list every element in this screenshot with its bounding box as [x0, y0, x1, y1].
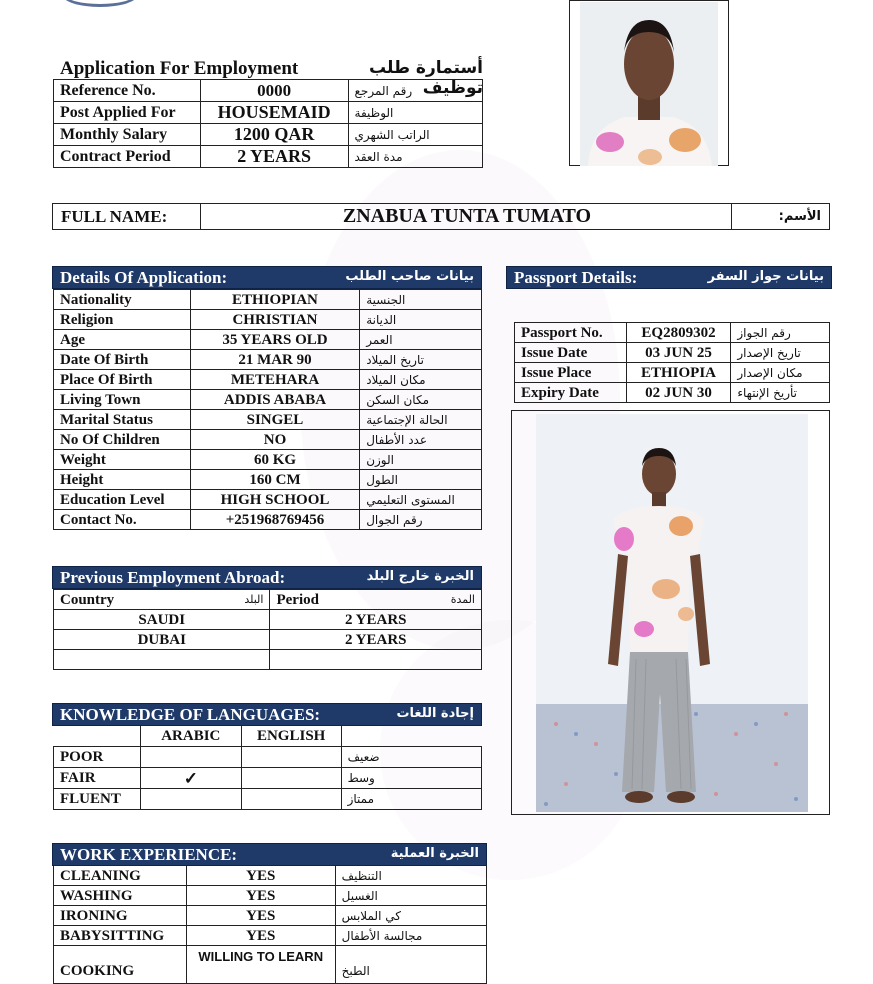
full-name-label-ar: الأسم: [731, 204, 829, 229]
row-label-ar: رقم الجوال [360, 510, 482, 530]
row-label-ar: تأريخ الإنتهاء [731, 383, 830, 403]
row-label-ar: مجالسة الأطفال [335, 926, 486, 946]
row-label-ar: رقم الجواز [731, 323, 830, 343]
row-label-ar: الوزن [360, 450, 482, 470]
row-label-ar: الطبخ [335, 946, 486, 984]
period-cell: 2 YEARS [270, 610, 482, 630]
row-value: 1200 QAR [200, 124, 348, 146]
row-value: 60 KG [190, 450, 359, 470]
row-label-ar: مكان السكن [360, 390, 482, 410]
row-label: Issue Date [515, 343, 627, 363]
row-label: Height [54, 470, 191, 490]
row-label-ar: الديانة [360, 310, 482, 330]
period-cell: 2 YEARS [270, 630, 482, 650]
row-label-ar: عدد الأطفال [360, 430, 482, 450]
table-row [54, 124, 483, 146]
previous-title-en: Previous Employment Abroad: [60, 568, 286, 587]
country-cell: DUBAI [54, 630, 270, 650]
work-table [53, 865, 487, 984]
row-value: 160 CM [190, 470, 359, 490]
table-row [515, 363, 830, 383]
full-name-label: FULL NAME: [53, 204, 201, 229]
passport-title-ar: بيانات جواز السفر [707, 269, 824, 284]
row-value: EQ2809302 [626, 323, 731, 343]
table-row [54, 886, 487, 906]
empty-cell [54, 726, 141, 747]
empty-cell [54, 650, 270, 670]
details-table [53, 289, 482, 530]
row-value: ETHIOPIA [626, 363, 731, 383]
application-table [53, 79, 483, 168]
row-label: Religion [54, 310, 191, 330]
row-label-ar: الراتب الشهري [348, 124, 482, 146]
row-label: Nationality [54, 290, 191, 310]
row-label-ar: مدة العقد [348, 146, 482, 168]
row-label: Weight [54, 450, 191, 470]
table-row [54, 768, 482, 789]
row-label-ar: كي الملابس [335, 906, 486, 926]
languages-title-ar: إجادة اللغات [396, 706, 474, 721]
table-row [54, 80, 483, 102]
table-row [54, 350, 482, 370]
languages-title-en: KNOWLEDGE OF LANGUAGES: [60, 705, 321, 724]
passport-header [506, 266, 832, 289]
row-label-ar: المستوى التعليمي [360, 490, 482, 510]
table-row [54, 410, 482, 430]
row-label: Contract Period [54, 146, 201, 168]
table-row [54, 450, 482, 470]
table-row [54, 866, 487, 886]
row-label: Monthly Salary [54, 124, 201, 146]
row-label: FLUENT [54, 789, 141, 810]
row-value: HOUSEMAID [200, 102, 348, 124]
row-label: Place Of Birth [54, 370, 191, 390]
row-label: Living Town [54, 390, 191, 410]
portrait-photo-frame [569, 0, 729, 166]
row-value: 03 JUN 25 [626, 343, 731, 363]
table-row [54, 330, 482, 350]
row-label: Reference No. [54, 80, 201, 102]
table-row [515, 323, 830, 343]
row-value: YES [186, 906, 335, 926]
row-label: COOKING [54, 946, 187, 984]
table-row [54, 926, 487, 946]
row-label-ar: تاريخ الميلاد [360, 350, 482, 370]
previous-header [52, 566, 482, 589]
languages-header [52, 703, 482, 726]
row-label-ar: الطول [360, 470, 482, 490]
empty-cell [270, 650, 482, 670]
row-label: Expiry Date [515, 383, 627, 403]
row-label-ar: ممتاز [341, 789, 481, 810]
arabic-cell: ✓ [140, 768, 241, 789]
row-label-ar: مكان الميلاد [360, 370, 482, 390]
col-country: Country [60, 591, 115, 608]
table-row [54, 490, 482, 510]
column-header [270, 590, 482, 610]
table-row [515, 343, 830, 363]
row-label: Issue Place [515, 363, 627, 383]
table-row [54, 590, 482, 610]
previous-table [53, 589, 482, 670]
row-label: CLEANING [54, 866, 187, 886]
row-value: HIGH SCHOOL [190, 490, 359, 510]
row-label: POOR [54, 747, 141, 768]
row-label: IRONING [54, 906, 187, 926]
english-cell [241, 789, 341, 810]
portrait-photo [580, 2, 718, 166]
row-label-ar: مكان الإصدار [731, 363, 830, 383]
full-name-value: ZNABUA TUNTA TUMATO [342, 205, 592, 227]
col-english: ENGLISH [241, 726, 341, 747]
table-row [54, 370, 482, 390]
table-row [54, 146, 483, 168]
table-row [54, 630, 482, 650]
table-row [54, 789, 482, 810]
languages-table [53, 725, 482, 810]
row-label-ar: الجنسية [360, 290, 482, 310]
table-row [54, 390, 482, 410]
row-value: ADDIS ABABA [190, 390, 359, 410]
column-header [54, 590, 270, 610]
arabic-cell [140, 747, 241, 768]
table-row [515, 383, 830, 403]
row-label: Education Level [54, 490, 191, 510]
passport-title-en: Passport Details: [514, 268, 638, 287]
work-title-ar: الخبرة العملية [390, 846, 479, 861]
row-label-ar: ضعيف [341, 747, 481, 768]
english-cell [241, 747, 341, 768]
form-title-en: Application For Employment [60, 58, 299, 79]
row-label: Age [54, 330, 191, 350]
row-value: CHRISTIAN [190, 310, 359, 330]
col-country-ar: البلد [244, 592, 264, 606]
row-value: YES [186, 866, 335, 886]
row-label: Contact No. [54, 510, 191, 530]
row-label: Passport No. [515, 323, 627, 343]
arabic-cell [140, 789, 241, 810]
row-label: Date Of Birth [54, 350, 191, 370]
row-label: No Of Children [54, 430, 191, 450]
previous-title-ar: الخبرة خارج البلد [366, 569, 474, 584]
row-value: 0000 [200, 80, 348, 102]
details-title-en: Details Of Application: [60, 268, 228, 287]
details-title-ar: بيانات صاحب الطلب [345, 269, 474, 284]
row-value: METEHARA [190, 370, 359, 390]
table-row [54, 946, 487, 984]
row-value: 02 JUN 30 [626, 383, 731, 403]
col-period: Period [276, 591, 319, 608]
table-row [54, 906, 487, 926]
table-row [54, 430, 482, 450]
row-label: Marital Status [54, 410, 191, 430]
row-value: YES [186, 886, 335, 906]
row-value: ETHIOPIAN [190, 290, 359, 310]
row-label: Post Applied For [54, 102, 201, 124]
english-cell [241, 768, 341, 789]
row-label-ar: تاريخ الإصدار [731, 343, 830, 363]
row-label: FAIR [54, 768, 141, 789]
passport-table [514, 322, 830, 403]
country-cell: SAUDI [54, 610, 270, 630]
table-row [54, 470, 482, 490]
table-row [54, 650, 482, 670]
full-body-photo [536, 414, 808, 812]
table-row [54, 610, 482, 630]
table-row [54, 290, 482, 310]
work-header [52, 843, 487, 866]
table-row [54, 102, 483, 124]
row-value: 21 MAR 90 [190, 350, 359, 370]
row-label-ar: الحالة الإجتماعية [360, 410, 482, 430]
row-value: NO [190, 430, 359, 450]
work-title-en: WORK EXPERIENCE: [60, 845, 238, 864]
row-label-ar: وسط [341, 768, 481, 789]
col-period-ar: المدة [450, 592, 475, 606]
row-label: WASHING [54, 886, 187, 906]
row-label-ar: العمر [360, 330, 482, 350]
row-label-ar: التنظيف [335, 866, 486, 886]
empty-cell [341, 726, 481, 747]
row-value: 2 YEARS [200, 146, 348, 168]
full-body-photo-frame [511, 410, 830, 815]
row-value: +251968769456 [190, 510, 359, 530]
row-label-ar: الغسيل [335, 886, 486, 906]
details-header [52, 266, 482, 289]
row-value: YES [186, 926, 335, 946]
table-row [54, 310, 482, 330]
full-name-row [52, 203, 830, 230]
table-row [54, 726, 482, 747]
table-row [54, 747, 482, 768]
row-value: 35 YEARS OLD [190, 330, 359, 350]
table-row [54, 510, 482, 530]
row-value: WILLING TO LEARN [186, 946, 335, 984]
row-value: SINGEL [190, 410, 359, 430]
col-arabic: ARABIC [140, 726, 241, 747]
row-label-ar: الوظيفة [348, 102, 482, 124]
row-label: BABYSITTING [54, 926, 187, 946]
row-label-ar: رقم المرجع [348, 80, 482, 102]
form-title-ar: أستمارة طلب توظيف [369, 58, 483, 98]
